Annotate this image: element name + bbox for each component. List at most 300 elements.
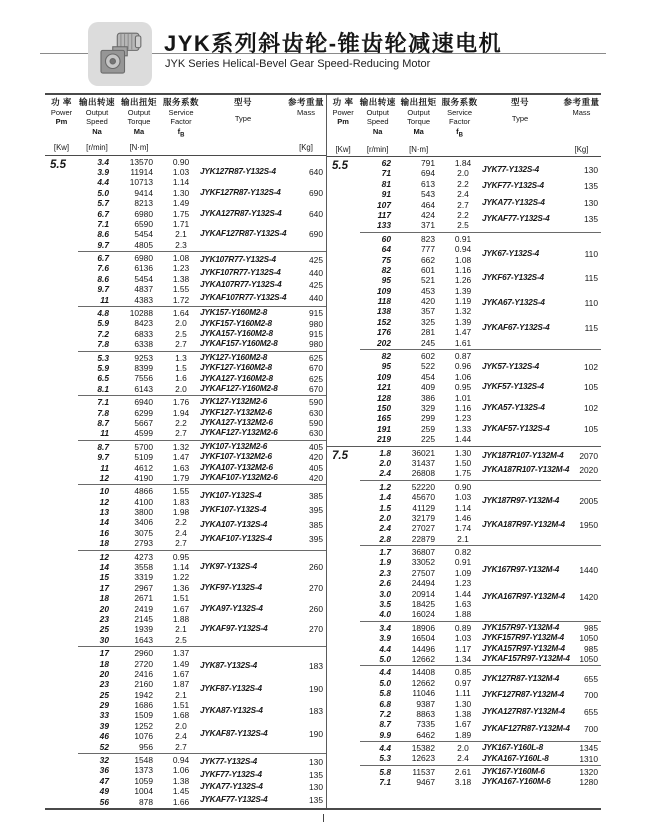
torque-cell: 522 [421, 361, 435, 372]
factor-cell: 2.2 [457, 209, 469, 220]
model-mass: 105 [584, 423, 598, 434]
model-row [200, 757, 326, 767]
factor-cell: 1.45 [172, 786, 190, 797]
factor-cell: 2.4 [457, 189, 469, 200]
speed-cell: 95 [381, 275, 391, 286]
gear-block [360, 546, 601, 622]
factor-cell: 1.09 [454, 567, 472, 578]
model-row [482, 644, 601, 654]
torque-cell: 9253 [134, 352, 153, 363]
model-row [200, 706, 326, 716]
model-mass: 420 [309, 452, 323, 463]
data-row [360, 424, 482, 434]
factor-cell: 1.38 [454, 708, 472, 719]
model-row [200, 319, 326, 329]
model-mass: 2070 [579, 451, 598, 462]
model-type: JYKA77-Y132S-4 [482, 197, 545, 207]
model-row [200, 729, 326, 739]
speed-cell: 2.4 [379, 523, 391, 534]
header-cn-type: 型号 [233, 97, 252, 107]
model-type: JYKA167R97-Y132M-4 [482, 592, 565, 602]
model-mass: 385 [309, 490, 323, 501]
data-row [360, 448, 482, 458]
torque-cell: 1076 [134, 731, 153, 742]
speed-cell: 25 [99, 689, 109, 700]
model-mass: 980 [309, 339, 323, 350]
torque-cell: 325 [421, 316, 435, 327]
speed-cell: 60 [381, 233, 391, 244]
data-row [360, 265, 482, 275]
factor-cell: 1.89 [454, 729, 472, 740]
speed-cell: 133 [377, 220, 391, 231]
speed-cell: 150 [377, 402, 391, 413]
torque-cell: 613 [421, 178, 435, 189]
factor-cell: 0.90 [172, 156, 190, 167]
model-row [200, 661, 326, 671]
ratio-rows [78, 755, 200, 807]
gear-block [78, 352, 326, 397]
torque-cell: 2671 [134, 593, 153, 604]
data-row [78, 408, 200, 418]
header-en-mass: Mass [572, 107, 591, 117]
factor-cell: 1.66 [172, 796, 190, 807]
header-symbol-factor: $f_B$ [456, 126, 464, 138]
data-row [360, 492, 482, 502]
data-row [78, 442, 200, 452]
factor-cell: 1.44 [454, 434, 472, 445]
torque-cell: 6590 [134, 218, 153, 229]
speed-cell: 17 [99, 582, 109, 593]
model-row [200, 604, 326, 614]
data-row [78, 776, 200, 786]
model-row [482, 362, 601, 372]
data-row [360, 179, 482, 189]
model-type: JYKAF127-Y160M2-8 [200, 383, 278, 393]
data-row [360, 678, 482, 688]
model-type: JYK107-Y132M2-6 [200, 442, 268, 452]
data-row [78, 339, 200, 349]
data-row [360, 644, 482, 654]
model-mass: 135 [309, 794, 323, 805]
model-type: JYKF77-Y132S-4 [482, 181, 544, 191]
factor-cell: 1.64 [172, 308, 190, 319]
model-row [482, 424, 601, 434]
factor-cell: 1.67 [172, 668, 190, 679]
factor-cell: 2.3 [175, 239, 187, 250]
factor-cell: 1.47 [454, 327, 472, 338]
torque-cell: 16504 [411, 633, 435, 644]
torque-cell: 386 [421, 392, 435, 403]
data-row [78, 755, 200, 765]
data-row [78, 157, 200, 167]
speed-cell: 62 [381, 158, 391, 168]
factor-cell: 1.79 [172, 472, 190, 483]
model-mass: 440 [309, 292, 323, 303]
model-type: JYK97-Y132S-4 [200, 562, 258, 572]
model-row [200, 209, 326, 219]
column-header-power [327, 98, 359, 156]
data-row [78, 428, 200, 438]
data-row [78, 463, 200, 473]
gear-block [360, 766, 601, 789]
factor-cell: 1.39 [454, 285, 472, 296]
model-row [482, 249, 601, 259]
factor-cell: 1.51 [172, 593, 190, 604]
column-header-factor [162, 98, 200, 155]
factor-cell: 1.37 [172, 648, 190, 659]
torque-cell: 4805 [134, 239, 153, 250]
torque-cell: 1509 [134, 710, 153, 721]
gear-motor-image [88, 22, 152, 86]
header-symbol-torque: Ma [413, 126, 424, 136]
torque-cell: 777 [421, 244, 435, 255]
model-list [482, 743, 601, 764]
model-mass: 625 [309, 352, 323, 363]
model-type: JYKAF127R87-Y132M-4 [482, 723, 570, 733]
ratio-rows [360, 623, 482, 665]
model-mass: 440 [309, 267, 323, 278]
factor-cell: 0.95 [172, 551, 190, 562]
speed-cell: 1.9 [379, 557, 391, 568]
ratio-rows [78, 157, 200, 251]
model-list [200, 755, 326, 807]
speed-cell: 23 [99, 679, 109, 690]
gear-block [360, 481, 601, 546]
ratio-rows [360, 667, 482, 740]
speed-cell: 121 [377, 382, 391, 393]
model-row [200, 397, 326, 407]
data-row [360, 200, 482, 210]
torque-cell: 33052 [411, 557, 435, 568]
model-mass: 700 [584, 723, 598, 734]
torque-cell: 9414 [134, 187, 153, 198]
data-row [78, 418, 200, 428]
model-row [200, 308, 326, 318]
torque-cell: 24494 [411, 578, 435, 589]
model-row [482, 777, 601, 787]
torque-cell: 8863 [416, 708, 435, 719]
model-type: JYKF57-Y132S-4 [482, 382, 544, 392]
model-type: JYKA57-Y132S-4 [482, 403, 545, 413]
header-en-speed: Output [366, 107, 389, 117]
gear-block [360, 233, 601, 350]
header-unit-mass: [Kg] [299, 143, 313, 153]
factor-cell: 0.91 [454, 557, 472, 568]
torque-cell: 2967 [134, 582, 153, 593]
ratio-rows [78, 308, 200, 350]
model-row [200, 452, 326, 462]
model-mass: 385 [309, 519, 323, 530]
torque-cell: 1686 [134, 700, 153, 711]
data-row [360, 523, 482, 533]
factor-cell: 2.4 [175, 731, 187, 742]
factor-cell: 1.44 [454, 588, 472, 599]
data-row [360, 767, 482, 777]
header-cn-mass: 参考重量 [563, 97, 600, 107]
speed-cell: 118 [377, 296, 391, 307]
torque-cell: 4190 [134, 472, 153, 483]
torque-cell: 7556 [134, 373, 153, 384]
factor-cell: 1.87 [172, 679, 190, 690]
speed-cell: 5.7 [97, 198, 109, 209]
model-row [482, 690, 601, 700]
factor-cell: 1.23 [454, 413, 472, 424]
model-type: JYKA77-Y132S-4 [200, 782, 263, 792]
header-en-power: Power [50, 107, 73, 117]
model-row [482, 273, 601, 283]
speed-cell: 14 [99, 517, 109, 528]
factor-cell: 1.63 [172, 462, 190, 473]
model-mass: 640 [309, 167, 323, 178]
torque-cell: 2793 [134, 538, 153, 549]
torque-cell: 36021 [411, 447, 435, 458]
factor-cell: 1.36 [172, 582, 190, 593]
data-row [360, 568, 482, 578]
header-cn-power: 功 率 [51, 97, 72, 107]
factor-cell: 1.94 [172, 407, 190, 418]
speed-cell: 82 [381, 264, 391, 275]
torque-cell: 1373 [134, 765, 153, 776]
model-type: JYKA127R87-Y132M-4 [482, 707, 565, 716]
power-section [327, 446, 601, 789]
speed-cell: 219 [377, 434, 391, 445]
data-row [78, 284, 200, 294]
spec-table [45, 93, 601, 810]
torque-cell: 4837 [134, 284, 153, 295]
factor-cell: 1.47 [172, 452, 190, 463]
torque-cell: 41129 [412, 502, 435, 513]
data-row [360, 609, 482, 619]
speed-cell: 5.3 [97, 352, 109, 363]
speed-cell: 3.9 [379, 633, 391, 644]
factor-cell: 1.49 [172, 658, 190, 669]
factor-cell: 1.98 [172, 507, 190, 518]
factor-cell: 1.03 [454, 633, 472, 644]
torque-cell: 464 [421, 199, 435, 210]
model-mass: 110 [584, 298, 598, 309]
model-row [200, 562, 326, 572]
model-row [482, 767, 601, 777]
factor-cell: 1.88 [454, 609, 472, 620]
data-row [78, 384, 200, 394]
factor-cell: 1.14 [454, 502, 472, 513]
model-mass: 985 [584, 623, 598, 634]
data-row [78, 624, 200, 634]
model-row [200, 442, 326, 452]
model-type: JYKAF107R77-Y132S-4 [200, 292, 287, 302]
factor-cell: 2.5 [175, 328, 187, 339]
data-row [360, 434, 482, 444]
table-body [45, 156, 326, 808]
factor-cell: 0.90 [454, 481, 472, 492]
torque-cell: 878 [139, 796, 153, 807]
model-mass: 1280 [579, 777, 598, 788]
model-type: JYK57-Y132S-4 [482, 361, 540, 371]
model-list [482, 351, 601, 445]
factor-cell: 2.0 [457, 743, 469, 754]
factor-cell: 0.97 [454, 677, 472, 688]
model-type: JYKA157-Y160M2-8 [200, 328, 273, 338]
data-row [78, 679, 200, 689]
data-row [360, 753, 482, 763]
torque-cell: 543 [421, 189, 435, 200]
gear-block [360, 350, 601, 446]
speed-cell: 9.7 [97, 452, 109, 463]
model-row [200, 374, 326, 384]
model-row [482, 451, 601, 461]
header-cn-power: 功 率 [332, 97, 354, 107]
model-type: JYKF67-Y132S-4 [482, 273, 544, 283]
page-subtitle: JYK Series Helical-Bevel Gear Speed-Reducing Motor [165, 58, 431, 70]
torque-cell: 1252 [134, 720, 153, 731]
model-type: JYK187R107-Y132M-4 [482, 451, 564, 461]
model-type: JYKF157R97-Y132M-4 [482, 633, 564, 643]
data-row [360, 338, 482, 348]
factor-cell: 1.84 [454, 158, 472, 168]
speed-cell: 3.0 [379, 588, 391, 599]
model-type: JYKAF97-Y132S-4 [200, 624, 268, 634]
model-type: JYKF127R87-Y132M-4 [482, 690, 564, 700]
torque-cell: 2416 [134, 668, 153, 679]
model-row [200, 624, 326, 634]
data-row [360, 296, 482, 306]
gear-block [360, 742, 601, 766]
data-row [360, 688, 482, 698]
speed-cell: 23 [99, 613, 109, 624]
factor-cell: 1.76 [172, 397, 190, 408]
ratio-rows [78, 353, 200, 395]
model-mass: 115 [584, 273, 598, 284]
model-list [482, 158, 601, 231]
factor-cell: 2.1 [457, 533, 469, 544]
factor-cell: 1.14 [172, 177, 190, 188]
speed-cell: 91 [381, 189, 391, 200]
factor-cell: 1.61 [454, 337, 472, 348]
factor-cell: 1.74 [454, 523, 472, 534]
factor-cell: 2.1 [175, 689, 187, 700]
column-header-mass [286, 98, 326, 155]
data-row [78, 614, 200, 624]
speed-cell: 18 [99, 593, 109, 604]
ratio-rows [360, 448, 482, 479]
model-mass: 395 [309, 505, 323, 516]
torque-cell: 454 [421, 371, 435, 382]
factor-cell: 2.2 [457, 178, 469, 189]
factor-cell: 2.1 [175, 624, 187, 635]
torque-cell: 32179 [411, 512, 435, 523]
data-row [360, 468, 482, 478]
gear-block [78, 441, 326, 486]
model-mass: 270 [309, 624, 323, 635]
data-row [78, 198, 200, 208]
factor-cell: 2.7 [175, 428, 187, 439]
factor-cell: 2.0 [457, 168, 469, 179]
gear-block [78, 396, 326, 441]
speed-cell: 109 [377, 371, 391, 382]
model-type: JYKF107R77-Y132S-4 [200, 267, 281, 277]
factor-cell: 1.63 [454, 599, 472, 610]
speed-cell: 12 [99, 551, 109, 562]
model-row [200, 229, 326, 239]
speed-cell: 8.1 [97, 383, 109, 394]
factor-cell: 0.85 [454, 667, 472, 678]
data-row [78, 188, 200, 198]
header-symbol-sub-factor: B [180, 132, 185, 138]
model-row [200, 473, 326, 483]
section-content [78, 156, 326, 808]
factor-cell: 1.88 [172, 613, 190, 624]
speed-cell: 8.6 [97, 229, 109, 240]
torque-cell: 420 [421, 296, 435, 307]
torque-cell: 8399 [134, 362, 153, 373]
model-type: JYKAF107-Y132M2-6 [200, 472, 278, 482]
speed-cell: 12 [99, 496, 109, 507]
model-type: JYKAF67-Y132S-4 [482, 323, 550, 333]
speed-cell: 6.5 [97, 373, 109, 384]
factor-cell: 1.49 [172, 198, 190, 209]
data-row [78, 219, 200, 229]
data-row [360, 286, 482, 296]
gear-block [360, 447, 601, 481]
speed-cell: 2.0 [379, 457, 391, 468]
speed-cell: 3.4 [97, 156, 109, 167]
model-type: JYKA127-Y132M2-6 [200, 418, 273, 428]
speed-cell: 6.7 [97, 208, 109, 219]
torque-cell: 602 [421, 351, 435, 362]
speed-cell: 6.7 [97, 253, 109, 264]
torque-cell: 52220 [411, 481, 435, 492]
torque-cell: 9467 [416, 777, 435, 788]
data-row [78, 528, 200, 538]
model-type: JYKF127R87-Y132S-4 [200, 187, 281, 197]
factor-cell: 1.14 [172, 562, 190, 573]
model-mass: 183 [309, 706, 323, 717]
speed-cell: 30 [99, 634, 109, 645]
factor-cell: 1.06 [172, 765, 190, 776]
model-row [482, 496, 601, 506]
torque-cell: 245 [421, 337, 435, 348]
factor-cell: 2.1 [175, 229, 187, 240]
factor-cell: 2.7 [457, 199, 469, 210]
model-type: JYKA127-Y160M2-8 [200, 373, 273, 383]
model-row [200, 188, 326, 198]
model-type: JYKF77-Y132S-4 [200, 769, 262, 779]
data-row [78, 329, 200, 339]
model-row [200, 384, 326, 394]
model-mass: 270 [309, 583, 323, 594]
speed-cell: 39 [99, 720, 109, 731]
ratio-rows [78, 486, 200, 548]
model-list [200, 442, 326, 484]
speed-cell: 9.7 [97, 239, 109, 250]
data-row [78, 274, 200, 284]
data-row [78, 452, 200, 462]
data-row [78, 572, 200, 582]
header-en-mass: Mass [297, 107, 315, 117]
gear-block [360, 622, 601, 667]
torque-cell: 3075 [134, 527, 153, 538]
model-type: JYK127-Y160M2-8 [200, 352, 268, 362]
torque-cell: 5667 [134, 417, 153, 428]
header-symbol-speed: Na [92, 126, 102, 136]
model-row [482, 198, 601, 208]
ratio-rows [360, 767, 482, 788]
model-row [482, 674, 601, 684]
factor-cell: 0.94 [454, 244, 472, 255]
factor-cell: 2.4 [175, 527, 187, 538]
torque-cell: 694 [421, 168, 435, 179]
torque-cell: 5109 [134, 452, 153, 463]
